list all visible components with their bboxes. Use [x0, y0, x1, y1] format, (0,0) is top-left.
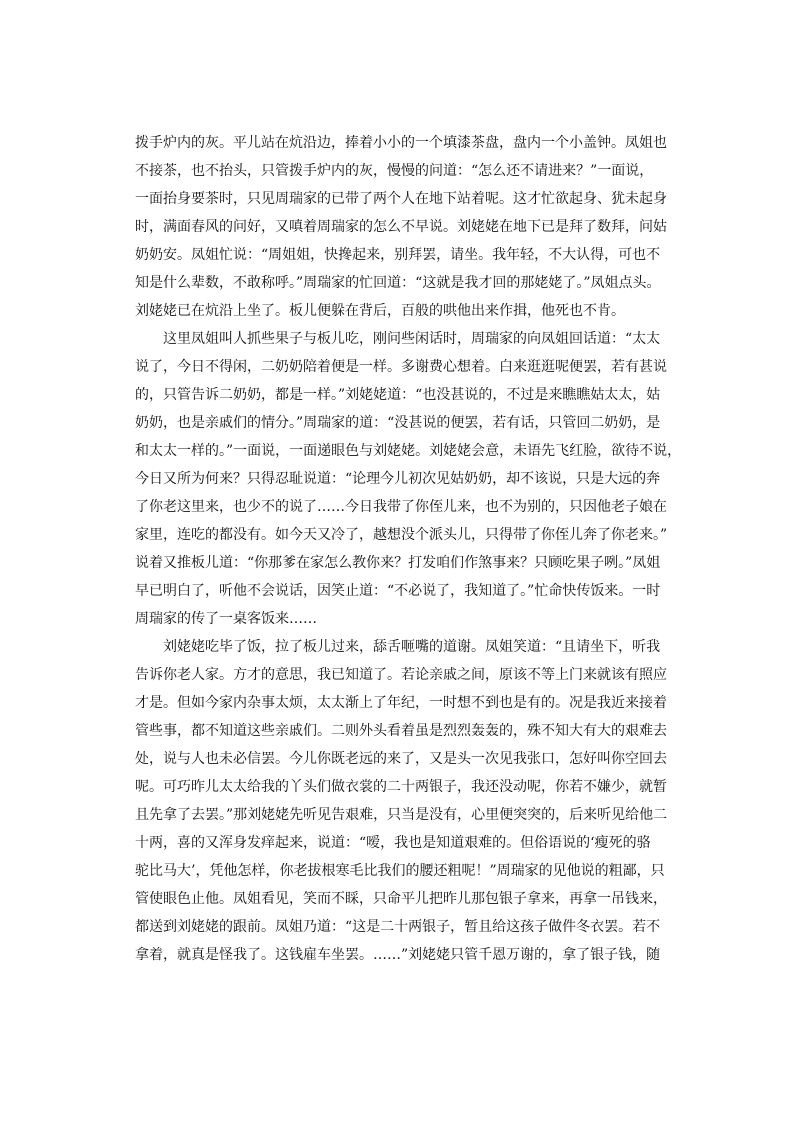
- text-line: 说了，今日不得闲，二奶奶陪着便是一样。多谢费心想着。白来逛逛呢便罢，若有甚说: [135, 359, 667, 375]
- text-line: 周瑞家的传了一桌客饭来……: [135, 611, 317, 627]
- text-line: 奶奶安。凤姐忙说：“周姐姐，快搀起来，别拜罢，请坐。我年轻，不大认得，可也不: [135, 247, 661, 263]
- text-body: [135, 129, 683, 969]
- text-line: 十两，喜的又浑身发痒起来，说道：“嗳，我也是知道艰难的。但俗语说的‘瘦死的骆: [135, 835, 651, 851]
- text-line: 管些事，都不知道这些亲戚们。二则外头看着虽是烈烈轰轰的，殊不知大有大的艰难去: [135, 723, 667, 739]
- text-line: 处，说与人也未必信罢。今儿你既老远的来了，又是头一次见我张口，怎好叫你空回去: [135, 751, 667, 767]
- text-line: 和太太一样的。”一面说，一面递眼色与刘姥姥。刘姥姥会意，未语先飞红脸，欲待不说，: [135, 443, 682, 459]
- text-line: 说着又推板儿道：“你那爹在家怎么教你来？打发咱们作煞事来？只顾吃果子咧。”凤姐: [135, 555, 661, 571]
- text-line: 刘姥姥吃毕了饭，拉了板儿过来，舔舌咂嘴的道谢。凤姐笑道：“且请坐下，听我: [135, 639, 661, 655]
- text-line: 家里，连吃的都没有。如今天又冷了，越想没个派头儿，只得带了你侄儿奔了你老来。”: [135, 527, 668, 543]
- text-line: 早已明白了，听他不会说话，因笑止道：“不必说了，我知道了。”忙命快传饭来。一时: [135, 583, 661, 599]
- text-line: 管使眼色止他。凤姐看见，笑而不睬，只命平儿把昨儿那包银子拿来，再拿一吊钱来，: [135, 891, 667, 907]
- text-line: 一面抬身要茶时，只见周瑞家的已带了两个人在地下站着呢。这才忙欲起身、犹未起身: [135, 191, 667, 207]
- text-line: 刘姥姥已在炕沿上坐了。板儿便躲在背后，百般的哄他出来作揖，他死也不肯。: [135, 303, 625, 319]
- text-line: 且先拿了去罢。”那刘姥姥先听见告艰难，只当是没有，心里便突突的，后来听见给他二: [135, 807, 668, 823]
- text-line: 今日又所为何来？只得忍耻说道：“论理今儿初次见姑奶奶，却不该说，只是大远的奔: [135, 471, 661, 487]
- text-line: 驼比马大’，凭他怎样，你老拔根寒毛比我们的腰还粗呢！”周瑞家的见他说的粗鄙，只: [135, 863, 665, 879]
- text-line: 奶奶，也是亲戚们的情分。”周瑞家的道：“没甚说的便罢，若有话，只管回二奶奶，是: [135, 415, 661, 431]
- text-line: 知是什么辈数，不敢称呼。”周瑞家的忙回道：“这就是我才回的那姥姥了。”凤姐点头。: [135, 275, 661, 291]
- text-line: 不接茶，也不抬头，只管拨手炉内的灰，慢慢的问道：“怎么还不请进来？”一面说，: [135, 163, 654, 179]
- text-line: 了你老这里来，也少不的说了……今日我带了你侄儿来，也不为别的，只因他老子娘在: [135, 499, 667, 515]
- text-line: 都送到刘姥姥的跟前。凤姐乃道：“这是二十两银子，暂且给这孩子做件冬衣罢。若不: [135, 919, 661, 935]
- text-line: 告诉你老人家。方才的意思，我已知道了。若论亲戚之间，原该不等上门来就该有照应: [135, 667, 667, 683]
- text-line: 的，只管告诉二奶奶，都是一样。”刘姥姥道：“也没甚说的，不过是来瞧瞧姑太太，姑: [135, 387, 661, 403]
- text-line: 拿着，就真是怪我了。这钱雇车坐罢。……”刘姥姥只管千恩万谢的，拿了银子钱，随: [135, 947, 661, 963]
- text-line: 拨手炉内的灰。平儿站在炕沿边，捧着小小的一个填漆茶盘，盘内一个小盖钟。凤姐也: [135, 135, 667, 151]
- text-line: 才是。但如今家内杂事太烦，太太渐上了年纪，一时想不到也是有的。况是我近来接着: [135, 695, 667, 711]
- text-line: 这里凤姐叫人抓些果子与板儿吃，刚问些闲话时，周瑞家的向凤姐回话道：“太太: [135, 331, 661, 347]
- text-line: 呢。可巧昨儿太太给我的丫头们做衣裳的二十两银子，我还没动呢，你若不嫌少，就暂: [135, 779, 667, 795]
- text-line: 时，满面春风的问好，又嗔着周瑞家的怎么不早说。刘姥姥在地下已是拜了数拜，问姑: [135, 219, 667, 235]
